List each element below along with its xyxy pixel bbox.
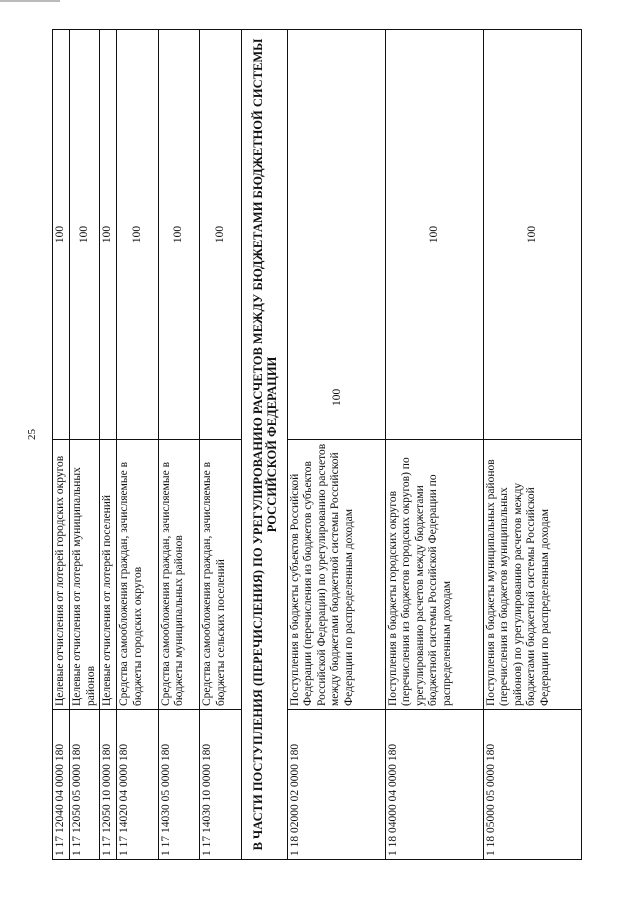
row-code: 1 18 04000 04 0000 180 — [385, 710, 483, 860]
table-row — [200, 30, 242, 860]
row-name: Целевые отчисления от лотерей поселений — [100, 440, 117, 710]
row-value: 100 — [100, 30, 117, 440]
table-row — [385, 30, 483, 860]
row-code: 1 17 12050 10 0000 180 — [100, 710, 117, 860]
row-code: 1 18 02000 02 0000 180 — [287, 710, 385, 860]
row-name: Средства самообложения граждан, зачисляемые в бюджеты муниципальных районов — [158, 440, 200, 710]
row-value — [287, 30, 385, 440]
row-value: 100 — [385, 30, 483, 440]
row-code: 1 17 14020 04 0000 180 — [117, 710, 159, 860]
table-row — [117, 30, 159, 860]
table-row — [70, 30, 100, 860]
row-value: 100 — [70, 30, 100, 440]
row-name: Поступления в бюджеты субъектов Российской Федерации (перечисления из бюджетов субъектов Российской Федерации) по урегулированию расчетов между бюджетами бюджетной системы Российской Федерации по распределенным доходам — [287, 440, 385, 710]
table-row — [100, 30, 117, 860]
scan-mark — [0, 0, 60, 2]
row-code: 1 17 12050 05 0000 180 — [70, 710, 100, 860]
row-name: Целевые отчисления от лотерей муниципальных районов — [70, 440, 100, 710]
page-number: 25 — [26, 429, 38, 440]
section-header-row — [242, 30, 288, 860]
row-value: 100 — [117, 30, 159, 440]
row-name: Поступления в бюджеты городских округов (перечисления из бюджетов городских округов) по урегулированию расчетов между бюджетами бюджетной системы Российской Федерации по распределенным доходам — [385, 440, 483, 710]
table-row — [53, 30, 70, 860]
row-value: 100 — [483, 30, 581, 440]
row-value-text: 100 — [330, 388, 343, 406]
row-value: 100 — [53, 30, 70, 440]
row-code: 1 18 05000 05 0000 180 — [483, 710, 581, 860]
table-row — [158, 30, 200, 860]
row-value: 100 — [158, 30, 200, 440]
row-value: 100 — [200, 30, 242, 440]
row-name: Целевые отчисления от лотерей городских округов — [53, 440, 70, 710]
row-code: 1 17 12040 04 0000 180 — [53, 710, 70, 860]
row-code: 1 17 14030 10 0000 180 — [200, 710, 242, 860]
row-name: Средства самообложения граждан, зачисляемые в бюджеты городских округов — [117, 440, 159, 710]
row-name: Средства самообложения граждан, зачисляемые в бюджеты сельских поселений — [200, 440, 242, 710]
section-title: В ЧАСТИ ПОСТУПЛЕНИЯ (ПЕРЕЧИСЛЕНИЯ) ПО УРЕГУЛИРОВАНИЮ РАСЧЕТОВ МЕЖДУ БЮДЖЕТАМИ БЮДЖЕТНОЙ СИСТЕМЫ РОССИЙСКОЙ ФЕДЕРАЦИИ — [242, 30, 288, 860]
row-name: Поступления в бюджеты муниципальных районов (перечисления из бюджетов муниципальных районов) по урегулированию расчетов между бюджетами бюджетной системы Российской Федерации по распределенным доходам — [483, 440, 581, 710]
row-code: 1 17 14030 05 0000 180 — [158, 710, 200, 860]
table-row — [287, 30, 385, 860]
rotated-table-wrapper — [52, 30, 582, 860]
table-row — [483, 30, 581, 860]
revenue-table — [52, 29, 582, 860]
